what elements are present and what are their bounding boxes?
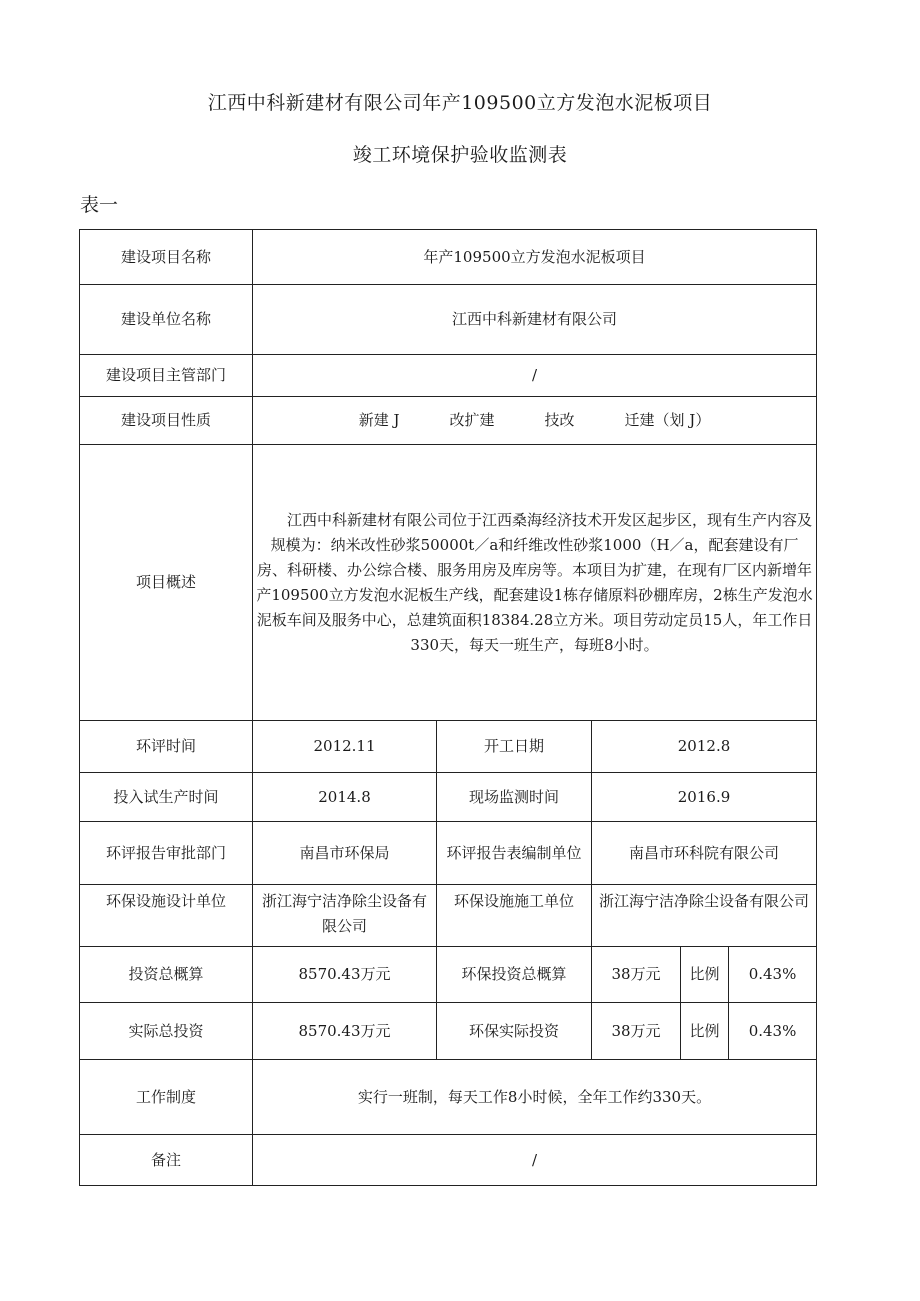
project-info-table [79,229,817,1186]
monitor-time-value: 2016.9 [592,773,817,822]
table-row [80,947,817,1003]
table-row [80,721,817,773]
row-label: 环保设施设计单位 [80,885,253,947]
row-label: 备注 [80,1135,253,1186]
row-label: 建设单位名称 [80,285,253,355]
table-row [80,445,817,721]
budget-ratio-value: 0.43% [729,947,817,1003]
row-label: 环评时间 [80,721,253,773]
table-row [80,397,817,445]
nature-option: 迁建（划 J） [624,411,711,429]
remarks-value: / [253,1135,817,1186]
budget-value: 8570.43万元 [253,947,437,1003]
table-row [80,1135,817,1186]
section-label: 表一 [80,194,119,216]
trial-time-value: 2014.8 [253,773,437,822]
ratio-label: 比例 [681,947,729,1003]
start-date-value: 2012.8 [592,721,817,773]
design-unit-value: 浙江海宁洁净除尘设备有限公司 [253,885,437,947]
nature-option: 新建 J [358,411,400,429]
env-actual-value: 38万元 [592,1003,681,1060]
env-budget-value: 38万元 [592,947,681,1003]
company-value: 江西中科新建材有限公司 [253,285,817,355]
actual-investment-value: 8570.43万元 [253,1003,437,1060]
table-row [80,285,817,355]
row-label: 环评报告审批部门 [80,822,253,885]
row-label: 项目概述 [80,445,253,721]
table-row [80,230,817,285]
table-row [80,1060,817,1135]
report-preparer-value: 南昌市环科院有限公司 [592,822,817,885]
authority-value: / [253,355,817,397]
row-label: 实际总投资 [80,1003,253,1060]
row-label: 建设项目主管部门 [80,355,253,397]
document-title: 江西中科新建材有限公司年产109500立方发泡水泥板项目 [207,92,713,114]
row-label: 现场监测时间 [437,773,592,822]
nature-option: 改扩建 [449,411,495,429]
construction-unit-value: 浙江海宁洁净除尘设备有限公司 [592,885,817,947]
nature-option: 技改 [544,411,575,429]
project-name-value: 年产109500立方发泡水泥板项目 [253,230,817,285]
project-overview-text: 江西中科新建材有限公司位于江西桑海经济技术开发区起步区，现有生产内容及规模为：纳米改性砂浆50000t／a和纤维改性砂浆1000（H／a，配套建设有厂房、科研楼、办公综合楼、服务用房及库房等。本项目为扩建，在现有厂区内新增年产109500立方发泡水泥板生产线，配套建设1栋存储原料砂棚库房，2栋生产发泡水泥板车间及服务中心，总建筑面积18384.28立方米。项目劳动定员15人，年工作日330天，每天一班生产，每班8小时。 [256,510,813,654]
table-row [80,885,817,947]
row-label: 环保投资总概算 [437,947,592,1003]
row-label: 建设项目性质 [80,397,253,445]
approval-dept-value: 南昌市环保局 [253,822,437,885]
table-row [80,355,817,397]
row-label: 投资总概算 [80,947,253,1003]
row-label: 建设项目名称 [80,230,253,285]
row-label: 环保设施施工单位 [437,885,592,947]
row-label: 环保实际投资 [437,1003,592,1060]
table-row [80,773,817,822]
actual-ratio-value: 0.43% [729,1003,817,1060]
eia-time-value: 2012.11 [253,721,437,773]
table-row [80,822,817,885]
project-overview-cell [253,445,817,721]
work-system-value: 实行一班制，每天工作8小时候，全年工作约330天。 [253,1060,817,1135]
row-label: 工作制度 [80,1060,253,1135]
row-label: 投入试生产时间 [80,773,253,822]
project-nature-options [253,397,817,445]
row-label: 环评报告表编制单位 [437,822,592,885]
row-label: 开工日期 [437,721,592,773]
ratio-label: 比例 [681,1003,729,1060]
table-row [80,1003,817,1060]
document-subtitle: 竣工环境保护验收监测表 [352,144,568,166]
